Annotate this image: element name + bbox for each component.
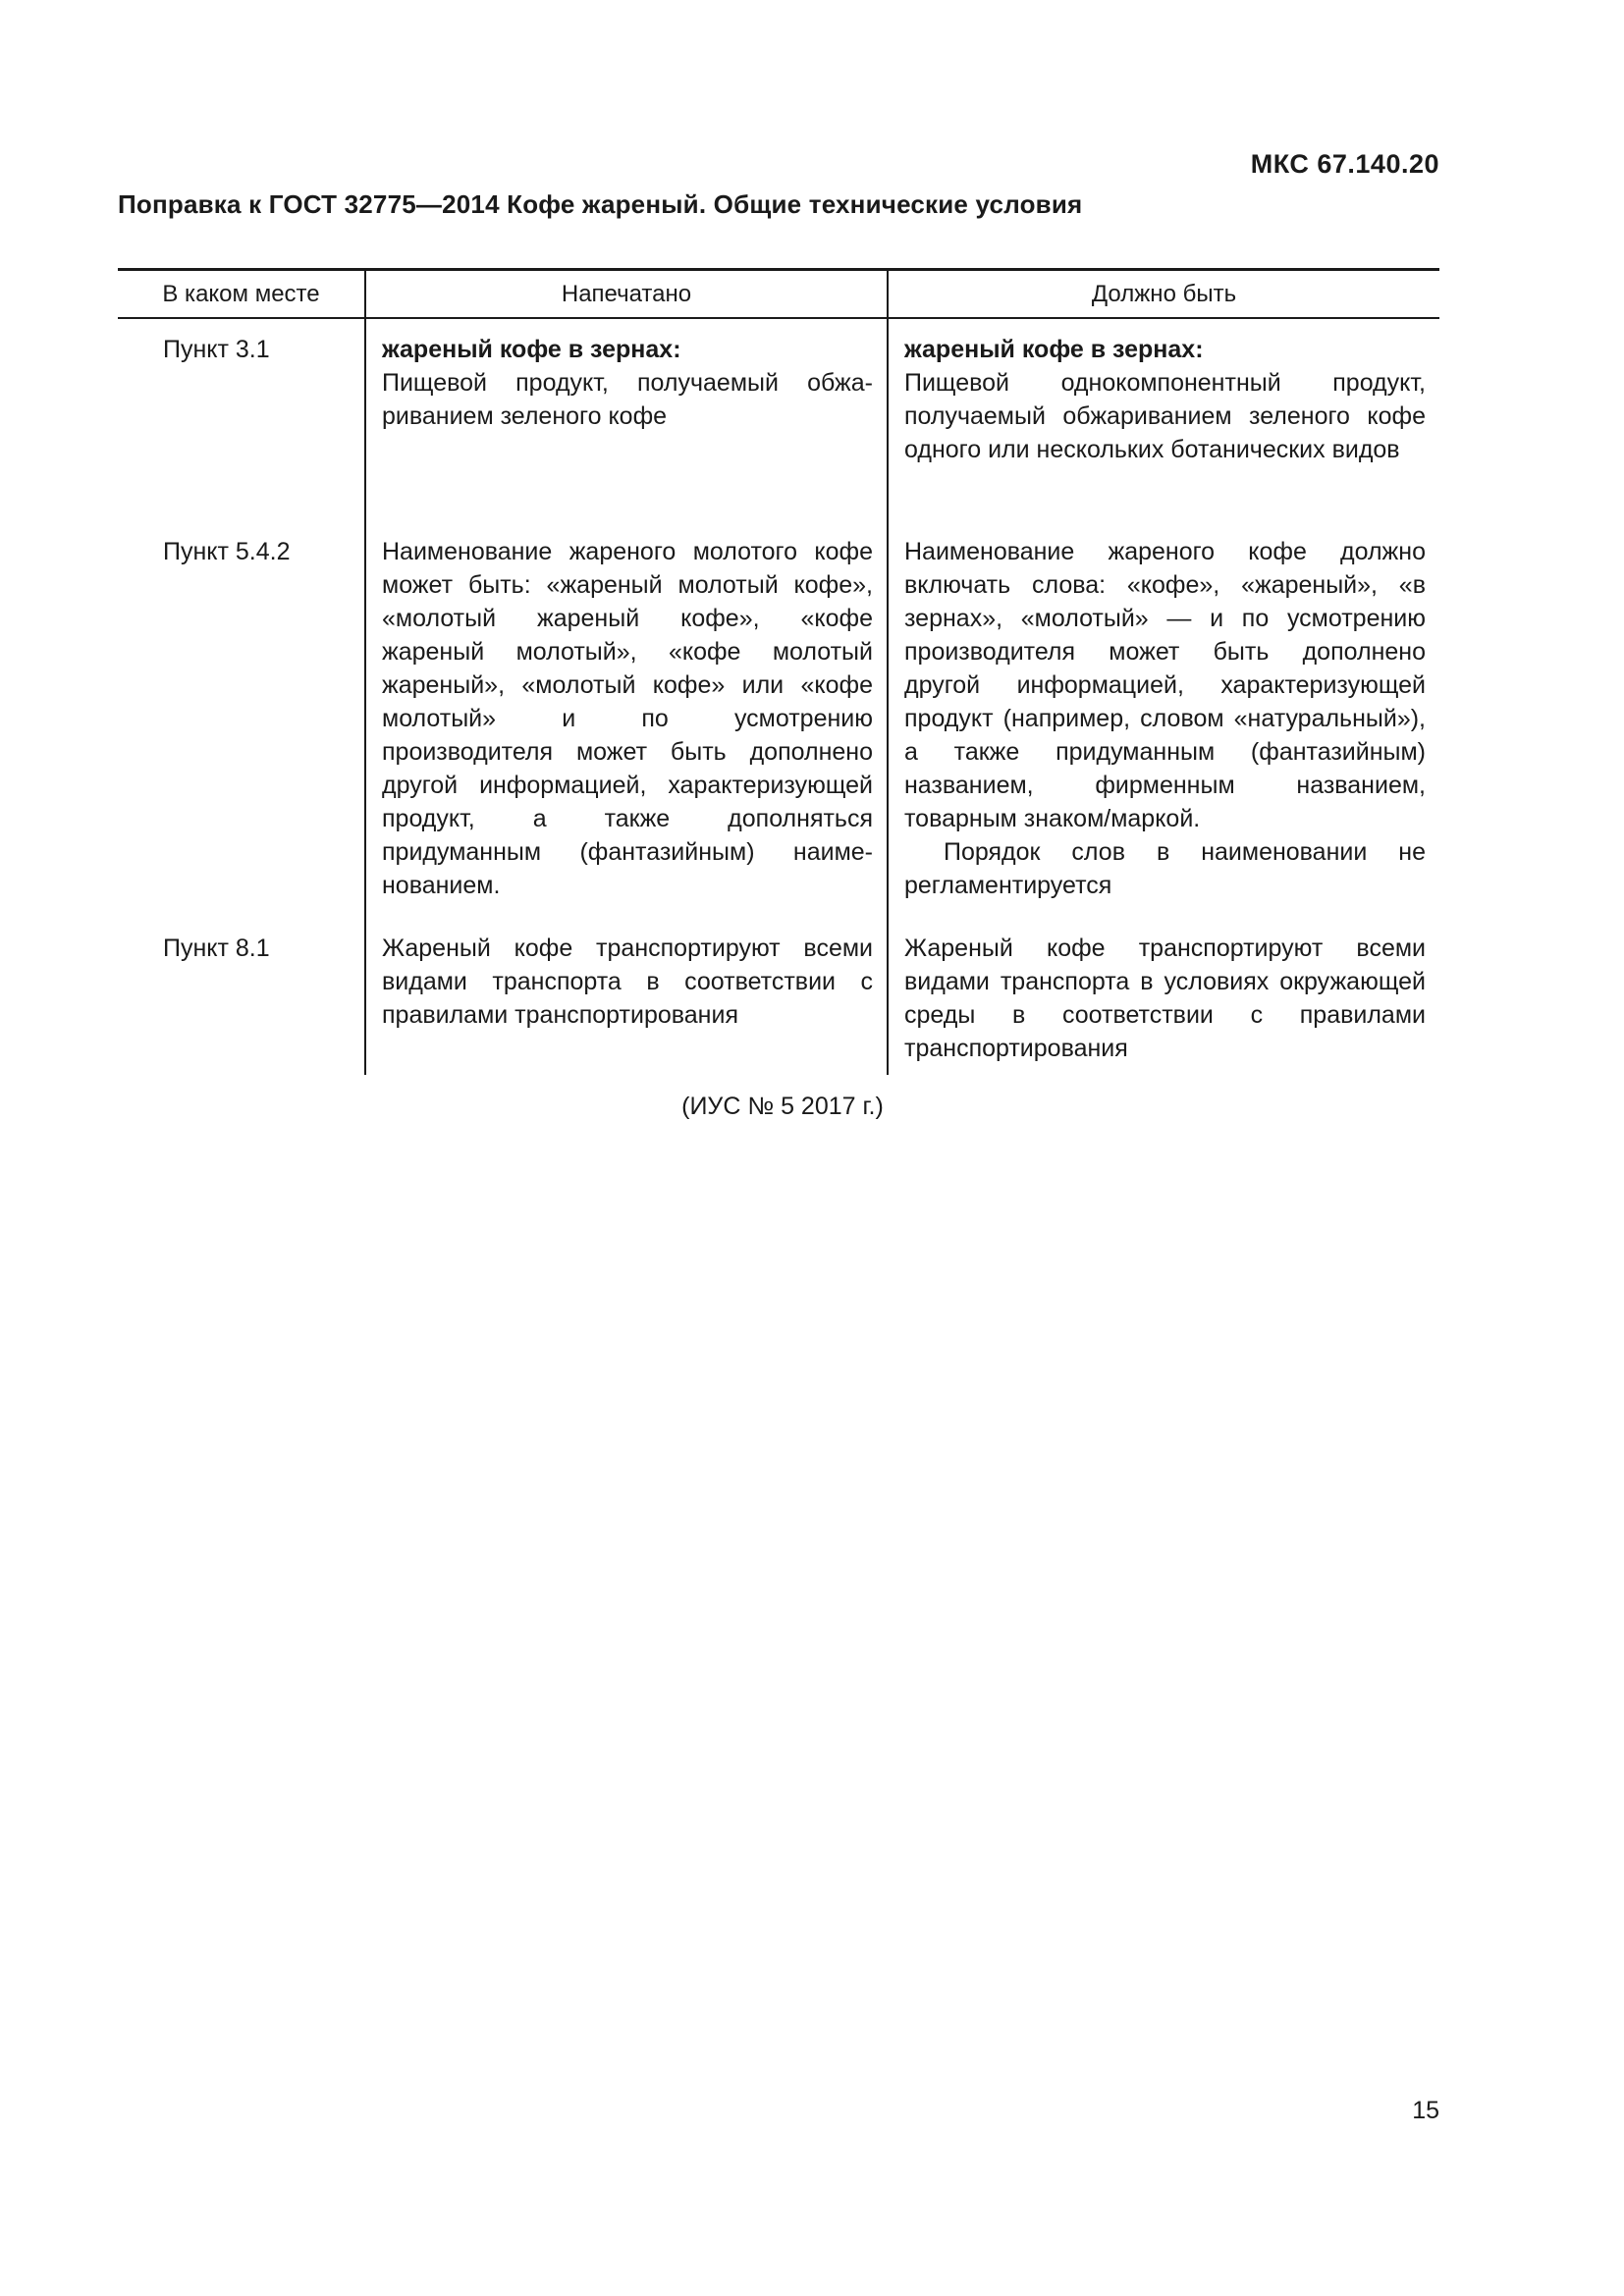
row-printed (365, 318, 888, 521)
amendment-table (118, 268, 1439, 1075)
row-place: Пункт 8.1 (163, 934, 270, 962)
column-header-correct: Должно быть (888, 270, 1439, 319)
table-header-row (118, 270, 1439, 319)
row-printed (365, 918, 888, 1075)
row-printed (365, 521, 888, 918)
row-correct (888, 918, 1439, 1075)
correct-text: Жареный кофе транспортируют всеми видами транспорта в условиях окружающей среды в соответствии с правилами транспортирования (904, 934, 1426, 1062)
printed-text: Наименование жареного молотого кофе может быть: «жареный молотый кофе», «молотый жареный кофе», «кофе жареный молотый», «кофе молотый жареный», «молотый кофе» или «кофе молотый» и по усмотрению производителя может быть дополнено другой информацией, характеризующей продукт, а также дополняться придуманным (фантазийным) наименованием. (382, 538, 873, 899)
row-correct (888, 318, 1439, 521)
column-header-printed: Напечатано (365, 270, 888, 319)
printed-term: жареный кофе в зернах: (382, 336, 681, 363)
correct-text: Наименование жареного кофе должно включать слова: «кофе», «жареный», «в зернах», «молотый» — и по усмотрению производителя может быть дополнено другой информацией, характеризующей продукт (например, словом «натуральный»), а также придуманным (фантазийным) названием, фирменным названием, товарным знаком/маркой. (904, 538, 1426, 832)
printed-text: Пищевой продукт, получаемый обжариванием зеленого кофе (382, 369, 873, 430)
row-place: Пункт 5.4.2 (163, 538, 291, 565)
table-row (118, 918, 1439, 1075)
row-correct (888, 521, 1439, 918)
row-place: Пункт 3.1 (163, 336, 270, 363)
mks-code: МКС 67.140.20 (1250, 149, 1439, 179)
document-title: Поправка к ГОСТ 32775—2014 Кофе жареный. Общие технические условия (118, 189, 1083, 219)
ius-reference: (ИУС № 5 2017 г.) (681, 1093, 884, 1120)
table-row (118, 521, 1439, 918)
correct-text: Пищевой однокомпонентный продукт, получаемый обжариванием зеленого кофе одного или нескольких ботанических видов (904, 369, 1426, 463)
correct-term: жареный кофе в зернах: (904, 336, 1204, 363)
printed-text: Жареный кофе транспортируют всеми видами транспорта в соответствии с правилами транспортирования (382, 934, 873, 1029)
table-row (118, 318, 1439, 521)
page-number: 15 (1412, 2097, 1439, 2124)
column-header-place: В каком месте (118, 270, 365, 319)
correct-text-second-paragraph: Порядок слов в наименовании не регламентируется (904, 838, 1426, 899)
